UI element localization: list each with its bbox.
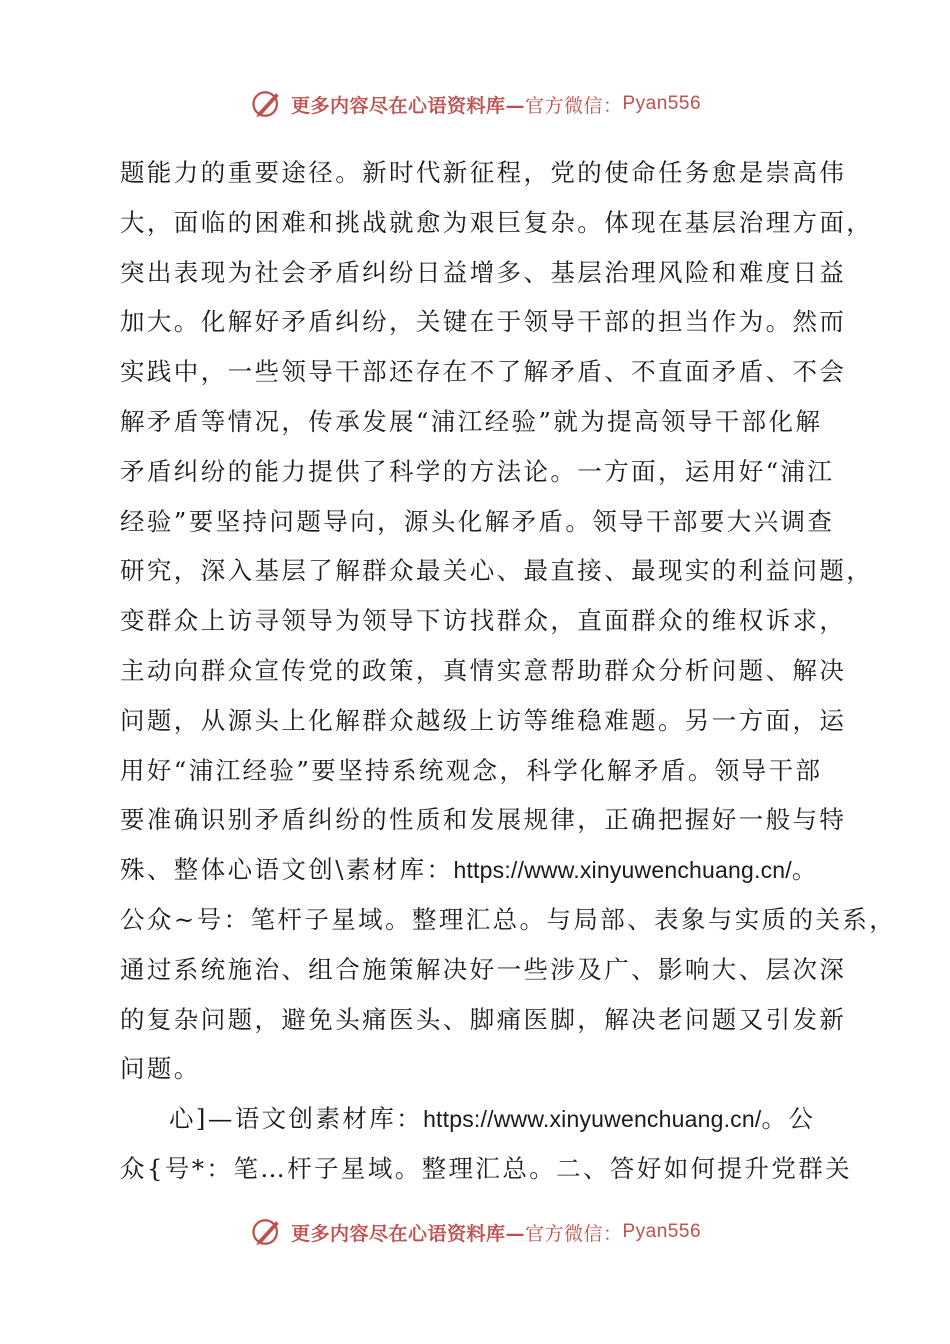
text-line: 主动向群众宣传党的政策，真情实意帮助群众分析问题、解决 — [120, 655, 847, 685]
text-line: 通过系统施治、组合施策解决好一些涉及广、影响大、层次深 — [120, 954, 847, 984]
text-line: 大，面临的困难和挑战就愈为艰巨复杂。体现在基层治理方面， — [120, 207, 874, 237]
text-line-with-link — [120, 845, 836, 895]
banner-text: 更多内容尽在心语资料库— — [290, 94, 525, 117]
text-line: 解矛盾等情况，传承发展“浦江经验”就为提高领导干部化解 — [120, 406, 823, 436]
banner-wechat-id: Pyan556 — [622, 1221, 702, 1242]
text-line: 题能力的重要途径。新时代新征程，党的使命任务愈是崇高伟 — [120, 158, 847, 187]
text-line: 的复杂问题，避免头痛医头、脚痛医脚，解决老问题又引发新 — [120, 1004, 847, 1034]
text-line: 变群众上访寻领导为领导下访找群众，直面群众的维权诉求， — [120, 606, 847, 636]
text-line: 研究，深入基层了解群众最关心、最直接、最现实的利益问题， — [120, 556, 874, 586]
text-line: 众{号*：笔…杆子星域。整理汇总。二、答好如何提升党群关 — [120, 1153, 853, 1183]
footer-watermark — [0, 1212, 950, 1252]
text-line: 问题。 — [120, 1054, 201, 1084]
text-line: 实践中，一些领导干部还存在不了解矛盾、不直面矛盾、不会 — [120, 357, 847, 387]
document-body — [120, 148, 897, 1194]
text-line: 经验”要坚持问题导向，源头化解矛盾。领导干部要大兴调查 — [120, 506, 835, 536]
text-line: 公众~号：笔杆子星域。整理汇总。与局部、表象与实质的关系， — [120, 904, 897, 934]
text-segment: 心]—语文创素材库： — [169, 1104, 424, 1134]
banner-wechat-label: 官方微信： — [524, 1222, 623, 1245]
website-url: https://www.xinyuwenchuang.cn/ — [423, 1106, 762, 1133]
website-url: https://www.xinyuwenchuang.cn/ — [453, 857, 792, 884]
paragraph-1 — [120, 148, 897, 1094]
header-watermark — [0, 84, 950, 124]
text-line: 矛盾纠纷的能力提供了科学的方法论。一方面，运用好“浦江 — [120, 456, 835, 486]
text-segment: 。公 — [761, 1104, 816, 1134]
banner-wechat-label: 官方微信： — [524, 94, 623, 117]
text-segment: 。 — [791, 855, 819, 885]
text-line: 要准确识别矛盾纠纷的性质和发展规律，正确把握好一般与特 — [120, 805, 847, 835]
text-line: 问题，从源头上化解群众越级上访等维稳难题。另一方面，运 — [120, 705, 847, 735]
text-line: 用好“浦江经验”要坚持系统观念，科学化解矛盾。领导干部 — [120, 755, 823, 785]
text-line: 加大。化解好矛盾纠纷，关键在于领导干部的担当作为。然而 — [120, 307, 847, 337]
banner-wechat-id: Pyan556 — [622, 93, 702, 114]
pen-logo-icon — [249, 86, 285, 122]
text-line-with-link — [120, 1094, 836, 1144]
banner-text: 更多内容尽在心语资料库— — [290, 1222, 525, 1245]
text-line: 突出表现为社会矛盾纠纷日益增多、基层治理风险和难度日益 — [120, 257, 847, 287]
paragraph-2 — [120, 1094, 853, 1194]
pen-logo-icon — [249, 1214, 285, 1250]
text-segment: 殊、整体心语文创\素材库： — [120, 855, 454, 885]
